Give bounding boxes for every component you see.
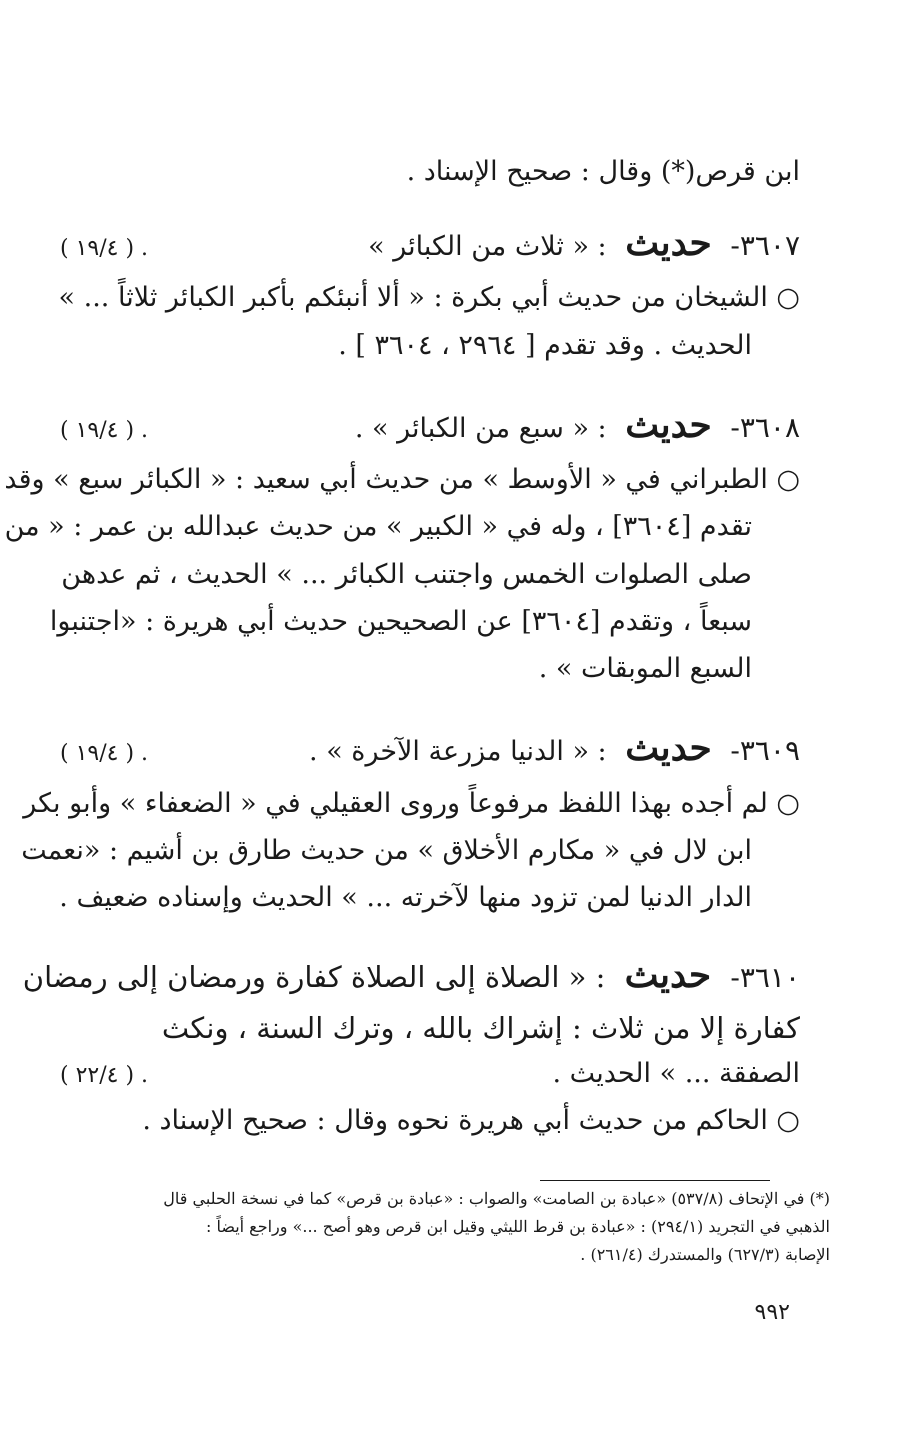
entry-heading: [60, 213, 800, 274]
hadith-text: الصفقة ... » الحديث .: [552, 1058, 800, 1090]
entry-body-line: ○ الشيخان من حديث أبي بكرة : « ألا أنبئكم بأكبر الكبائر ثلاثاً ... »: [58, 282, 800, 314]
intro-text: ابن قرص(*) وقال : صحيح الإسناد .: [406, 156, 800, 187]
entry-body-line: ○ الطبراني في « الأوسط » من حديث أبي سعيد : « الكبائر سبع » وقد: [4, 464, 800, 496]
page-body: [4, 150, 800, 1170]
footnote: [70, 1185, 830, 1269]
entry-body-line: ابن لال في « مكارم الأخلاق » من حديث طارق بن أشيم : «نعمت: [21, 834, 752, 866]
entry-heading: [60, 718, 800, 779]
volume-reference: . ( ٢٢/٤ ): [60, 1063, 149, 1089]
volume-reference: . ( ١٩/٤ ): [60, 741, 149, 767]
entry-body-line: الحديث . وقد تقدم [ ٢٩٦٤ ، ٣٦٠٤ ] .: [338, 329, 752, 361]
entry-body-line: سبعاً ، وتقدم [٣٦٠٤] عن الصحيحين حديث أبي هريرة : «اجتنبوا: [49, 605, 752, 637]
entry-body-line: السبع الموبقات » .: [538, 653, 752, 685]
entry-body-line: الدار الدنيا لمن تزود منها لآخرته ... » الحديث وإسناده ضعيف .: [59, 882, 752, 913]
hadith-text: : « الصلاة إلى الصلاة كفارة ورمضان إلى رمضان: [22, 960, 606, 995]
hadith-text: : « ثلاث من الكبائر »: [368, 231, 607, 263]
entry-number: ٣٦٠٧-: [730, 229, 800, 263]
entry-number: ٣٦١٠-: [730, 961, 800, 995]
footnote-line: الإصابة (٦٢٧/٣) والمستدرك (٢٦١/٤) .: [580, 1245, 830, 1264]
footnote-divider: [540, 1180, 770, 1181]
entry-body-line: ○ الحاكم من حديث أبي هريرة نحوه وقال : صحيح الإسناد .: [142, 1105, 800, 1137]
entry-heading-continued: كفارة إلا من ثلاث : إشراك بالله ، وترك السنة ، ونكث: [161, 1010, 800, 1045]
hadith-entry: [60, 213, 800, 369]
page-number: ٩٩٢: [754, 1300, 790, 1325]
hadith-entry: [21, 718, 800, 921]
entry-title: [355, 395, 800, 456]
entry-body-line: ○ لم أجده بهذا اللفظ مرفوعاً وروى العقيلي في « الضعفاء » وأبو بكر: [23, 787, 800, 819]
footnote-line: الذهبي في التجريد (٢٩٤/١) : «عبادة بن قرط الليثي وقيل ابن قرص وهو أصح ...» وراجع أيضاً :: [205, 1217, 830, 1236]
entry-body-line: صلى الصلوات الخمس واجتنب الكبائر ... » الحديث ، ثم عدهن: [61, 558, 752, 590]
hadith-entry: [4, 395, 800, 692]
volume-reference: . ( ١٩/٤ ): [60, 417, 149, 443]
entry-number: ٣٦٠٨-: [730, 410, 800, 444]
hadith-label: حديث: [625, 403, 712, 446]
hadith-text: : « سبع من الكبائر » .: [354, 412, 607, 444]
entry-body-line: تقدم [٣٦٠٤] ، وله في « الكبير » من حديث عبدالله بن عمر : « من: [4, 511, 752, 543]
volume-reference: . ( ١٩/٤ ): [60, 236, 149, 262]
hadith-label: حديث: [625, 727, 712, 770]
footnote-line: (*) في الإتحاف (٥٣٧/٨) «عبادة بن الصامت» والصواب : «عبادة بن قرص» كما في نسخة الحلبي قال: [163, 1189, 830, 1208]
hadith-entry: [22, 947, 800, 1144]
hadith-text: : « الدنيا مزرعة الآخرة » .: [309, 736, 607, 768]
intro-line: [60, 150, 800, 193]
hadith-label: حديث: [624, 954, 712, 997]
entry-heading: [22, 947, 800, 1005]
entry-number: ٣٦٠٩-: [730, 734, 800, 768]
entry-heading-end: [60, 1051, 800, 1097]
entry-heading: [60, 395, 800, 456]
entry-title: [309, 718, 800, 779]
hadith-label: حديث: [625, 222, 712, 265]
entry-title: [368, 213, 800, 274]
